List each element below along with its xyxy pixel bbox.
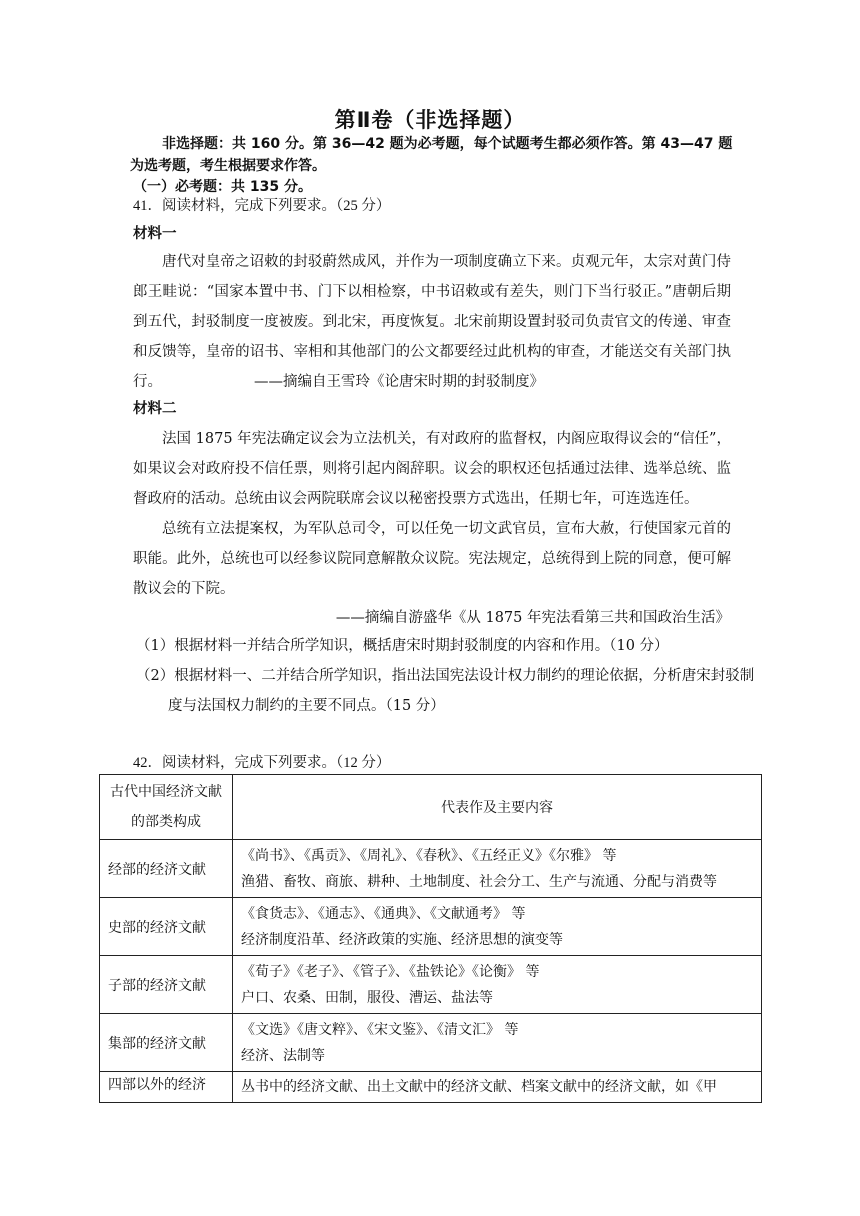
table-cell-works: 《文选》《唐文粹》、《宋文鉴》、《清文汇》 等 [241,1021,519,1038]
table-cell-topics: 经济制度沿革、经济政策的实施、经济思想的演变等 [241,931,563,948]
table-cell-topics: 经济、法制等 [241,1047,325,1064]
material-1-label: 材料一 [133,226,177,242]
table-cell-content [233,898,762,956]
table-cell-category: 史部的经济文献 [100,898,233,956]
material-1-body: 唐代对皇帝之诏敕的封驳蔚然成风，并作为一项制度确立下来。贞观元年，太宗对黄门侍郎王畦说：“国家本置中书、门下以相检察，中书诏敕或有差失，则门下当行驳正。”唐朝后期到五代，封驳制度一度被废。到北宋，再度恢复。北宋前期设置封驳司负责官文的传递、审查和反馈等，皇帝的诏书、宰相和其他部门的公文都要经过此机构的审查，才能送交有关部门执行。 [133,254,731,390]
table-header-row [100,775,762,840]
table-cell-content [233,956,762,1014]
table-cell-works: 丛书中的经济文献、出土文献中的经济文献、档案文献中的经济文献，如《甲 [233,1072,762,1103]
table-cell-topics: 渔猎、畜牧、商旅、耕种、土地制度、社会分工、生产与流通、分配与消费等 [241,873,717,890]
material-2-text-1: 法国 1875 年宪法确定议会为立法机关，有对政府的监督权，内阁应取得议会的“信任”，如果议会对政府投不信任票，则将引起内阁辞职。议会的职权还包括通过法律、选举总统、监督政府的活动。总统由议会两院联席会议以秘密投票方式选出，任期七年，可连选连任。 [133,431,731,507]
section-instructions: 非选择题：共 160 分。第 36—42 题为必考题，每个试题考生都必须作答。第 43—47 题为选考题，考生根据要求作答。 [130,136,733,174]
table-row [100,1072,762,1103]
table-row [100,898,762,956]
question-41-part-2: （2）根据材料一、二并结合所学知识，指出法国宪法设计权力制约的理论依据，分析唐宋封驳制度与法国权力制约的主要不同点。（15 分） [136,668,755,714]
material-1-text [133,247,731,397]
question-41-title: 41．阅读材料，完成下列要求。（25 分） [133,198,391,214]
material-2-label: 材料二 [133,401,177,417]
table-cell-works: 《尚书》、《禹贡》、《周礼》、《春秋》、《五经正义》《尔雅》 等 [241,847,617,864]
table-row [100,956,762,1014]
table-cell-works: 《荀子》《老子》、《管子》、《盐铁论》《论衡》 等 [241,963,540,980]
part-heading: （一）必考题：共 135 分。 [133,179,312,195]
table-header-category: 古代中国经济文献的部类构成 [100,775,233,840]
table-row [100,1014,762,1072]
material-2-text-2: 总统有立法提案权，为军队总司令，可以任免一切文武官员，宣布大赦，行使国家元首的职能。此外，总统也可以经参议院同意解散众议院。宪法规定，总统得到上院的同意，便可解散议会的下院。 [133,521,731,597]
material-1-source: ——摘编自王雪玲《论唐宋时期的封驳制度》 [254,374,544,390]
question-41-part-1: （1）根据材料一并结合所学知识，概括唐宋时期封驳制度的内容和作用。（10 分） [136,638,669,654]
table-cell-category: 经部的经济文献 [100,840,233,898]
table-cell-content [233,1014,762,1072]
material-2-source: ——摘编自游盛华《从 1875 年宪法看第三共和国政治生活》 [335,610,730,626]
table-cell-category: 四部以外的经济 [100,1072,233,1103]
table-cell-topics: 户口、农桑、田制，服役、漕运、盐法等 [241,989,493,1006]
table-cell-works: 《食货志》、《通志》、《通典》、《文献通考》 等 [241,905,526,922]
table-cell-content [233,840,762,898]
section-title: 第Ⅱ卷（非选择题） [334,108,526,132]
table-row [100,840,762,898]
question-42-title: 42．阅读材料，完成下列要求。（12 分） [133,755,391,771]
table-cell-category: 子部的经济文献 [100,956,233,1014]
economic-literature-table [99,774,762,1103]
table-header-content: 代表作及主要内容 [233,775,762,840]
table-cell-category: 集部的经济文献 [100,1014,233,1072]
